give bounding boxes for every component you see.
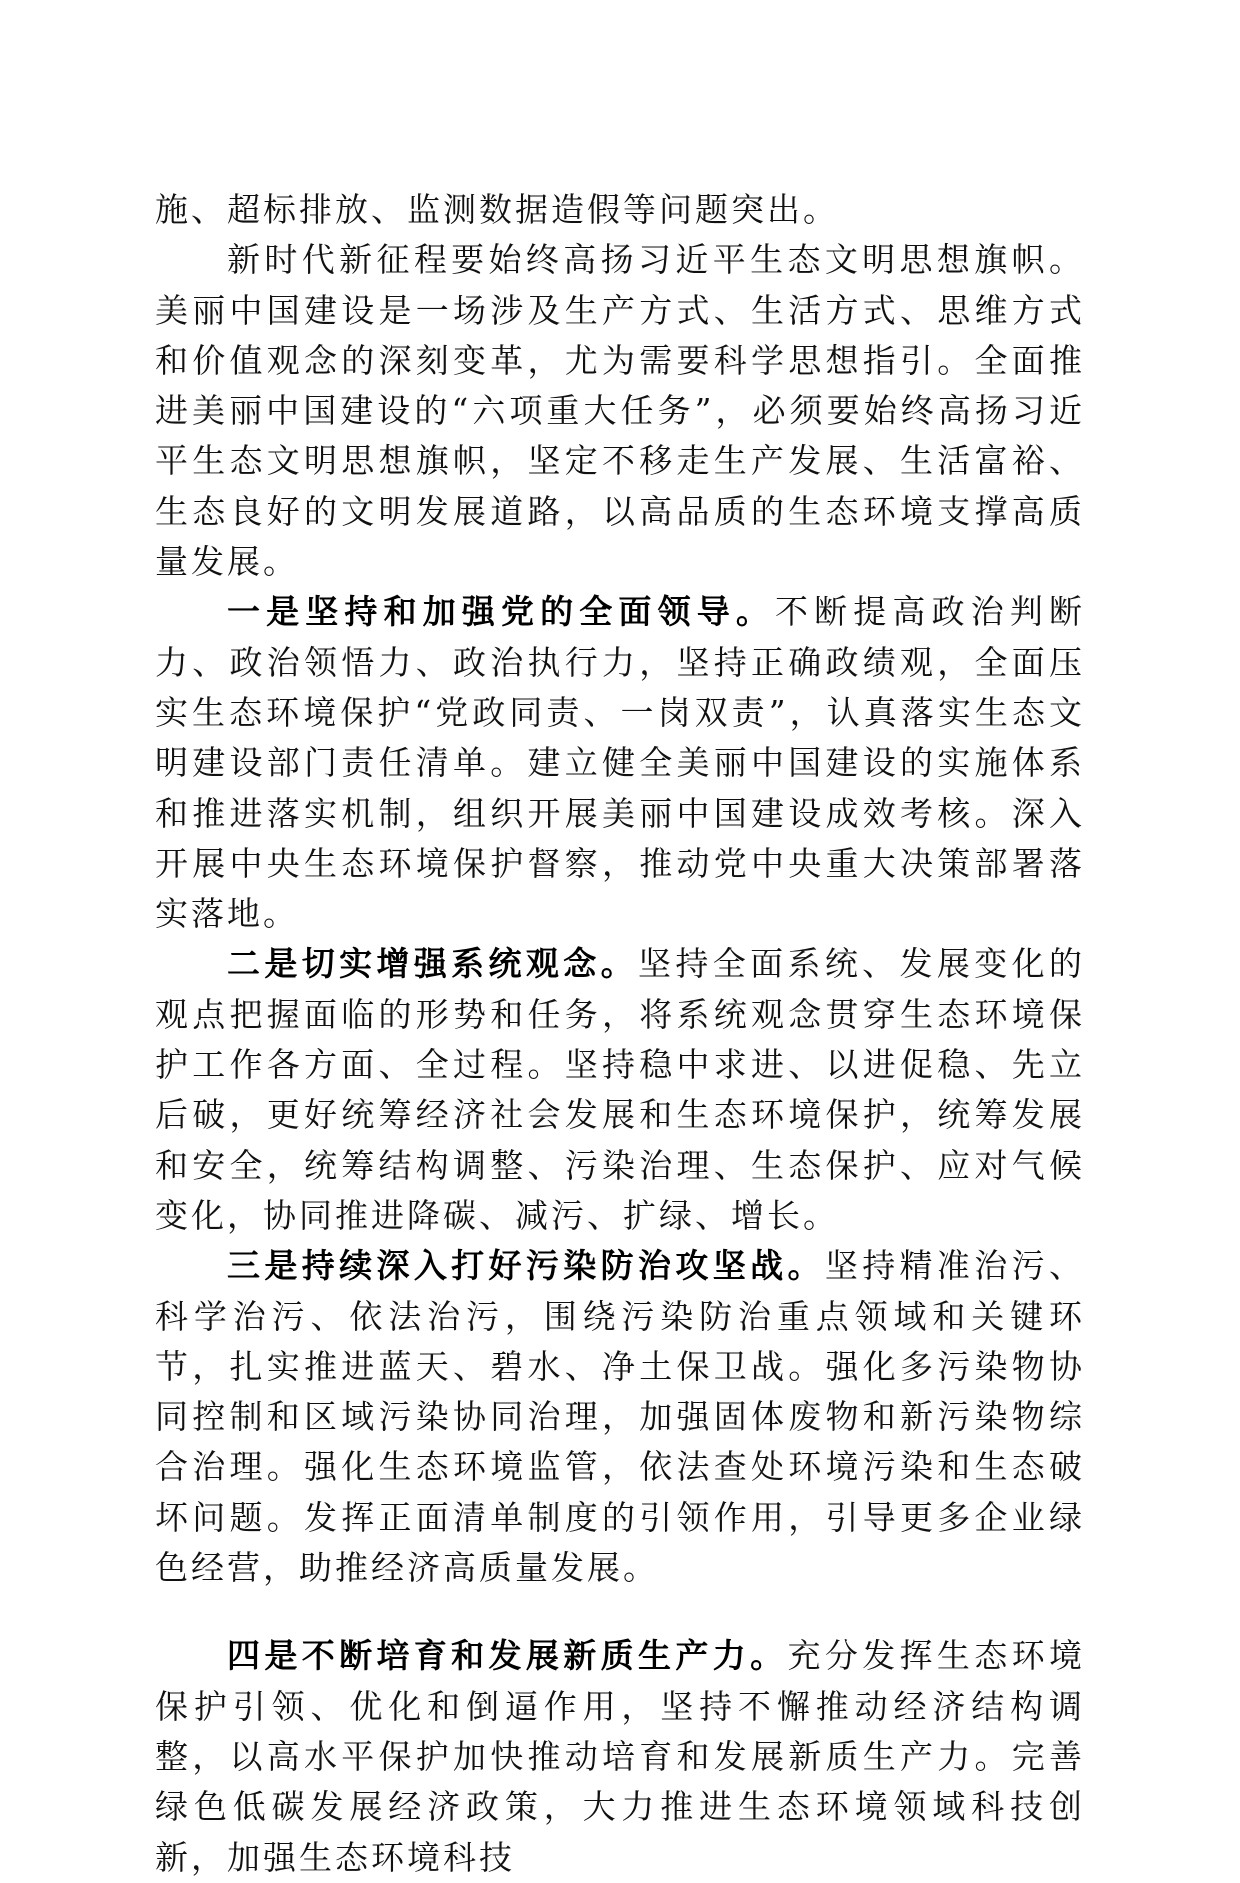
- paragraph-point-three: [155, 1241, 1085, 1593]
- paragraph-text: 坚持精准治污、科学治污、依法治污，围绕污染防治重点领域和关键环节，扎实推进蓝天、碧水、净土保卫战。强化多污染物协同控制和区域污染协同治理，加强固体废物和新污染物综合治理。强化生态环境监管，依法查处环境污染和生态破坏问题。发挥正面清单制度的引领作用，引导更多企业绿色经营，助推经济高质量发展。: [155, 1246, 1086, 1588]
- paragraph-lead-heading: 三是持续深入打好污染防治攻坚战。: [227, 1246, 825, 1286]
- paragraph-lead-heading: 一是坚持和加强党的全面领导。: [227, 592, 775, 632]
- paragraph-continuation: [155, 185, 1085, 235]
- paragraph-lead-heading: 四是不断培育和发展新质生产力。: [227, 1636, 788, 1676]
- paragraph-text: 坚持全面系统、发展变化的观点把握面临的形势和任务，将系统观念贯穿生态环境保护工作各方面、全过程。坚持稳中求进、以进促稳、先立后破，更好统筹经济社会发展和生态环境保护，统筹发展和安全，统筹结构调整、污染治理、生态保护、应对气候变化，协同推进降碳、减污、扩绿、增长。: [155, 944, 1086, 1235]
- paragraph-point-one: [155, 587, 1085, 939]
- paragraph-point-four: [155, 1631, 1085, 1882]
- paragraph-lead-heading: 二是切实增强系统观念。: [227, 944, 638, 984]
- paragraph-point-two: [155, 939, 1085, 1241]
- paragraph-intro: [155, 235, 1085, 587]
- paragraph-text: 充分发挥生态环境保护引领、优化和倒逼作用，坚持不懈推动经济结构调整，以高水平保护加快推动培育和发展新质生产力。完善绿色低碳发展经济政策，大力推进生态环境领域科技创新，加强生态环境科技: [155, 1636, 1086, 1877]
- document-body: [155, 185, 1085, 1883]
- paragraph-text: 新时代新征程要始终高扬习近平生态文明思想旗帜。美丽中国建设是一场涉及生产方式、生活方式、思维方式和价值观念的深刻变革，尤为需要科学思想指引。全面推进美丽中国建设的“六项重大任务”，必须要始终高扬习近平生态文明思想旗帜，坚定不移走生产发展、生活富裕、生态良好的文明发展道路，以高品质的生态环境支撑高质量发展。: [155, 240, 1085, 582]
- paragraph-text: 不断提高政治判断力、政治领悟力、政治执行力，坚持正确政绩观，全面压实生态环境保护“党政同责、一岗双责”，认真落实生态文明建设部门责任清单。建立健全美丽中国建设的实施体系和推进落实机制，组织开展美丽中国建设成效考核。深入开展中央生态环境保护督察，推动党中央重大决策部署落实落地。: [155, 592, 1086, 934]
- paragraph-text: 施、超标排放、监测数据造假等问题突出。: [155, 190, 839, 229]
